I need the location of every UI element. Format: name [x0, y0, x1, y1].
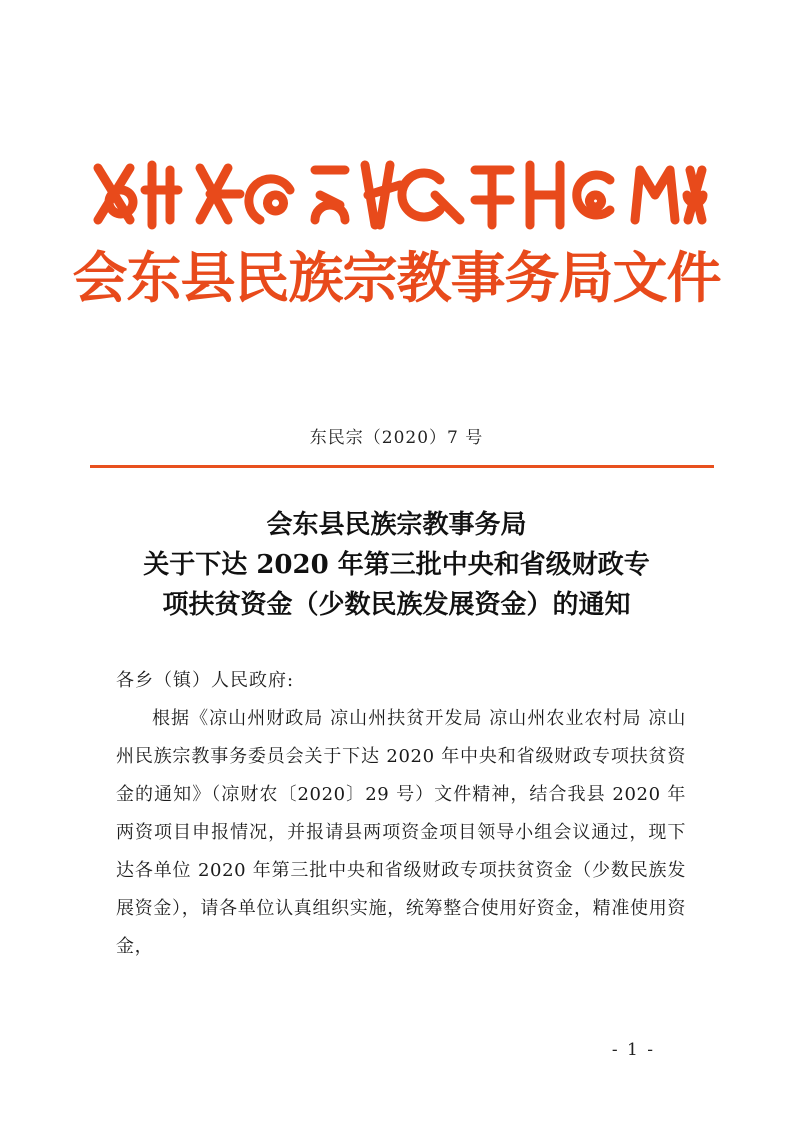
page-number: - 1 - [611, 1040, 655, 1060]
title-line-3: 项扶贫资金（少数民族发展资金）的通知 [162, 590, 631, 620]
body-paragraph: 根据《凉山州财政局 凉山州扶贫开发局 凉山州农业农村局 凉山州民族宗教事务委员会关于下达 2020 年中央和省级财政专项扶贫资金的通知》（凉财农〔2020〕29 号）文件精神，结合我县 2020 年两资项目申报情况，并报请县两项资金项目领导小组会议通过，现下达各单位 2020 年第三批中央和省级财政专项扶贫资金（少数民族发展资金），请各单位认真组织实施，统筹整合使用好资金，精准使用资金， [116, 708, 686, 957]
document-title [90, 505, 703, 625]
title-line-1: 会东县民族宗教事务局 [266, 510, 527, 540]
yi-script-heading [90, 150, 710, 240]
red-divider-line [90, 465, 714, 468]
document-body [116, 662, 686, 966]
document-number: 东民宗（2020）7 号 [309, 428, 484, 448]
issuing-authority-heading: 会东县民族宗教事务局文件 [72, 246, 721, 310]
title-line-2: 关于下达 2020 年第三批中央和省级财政专 [143, 550, 650, 580]
salutation: 各乡（镇）人民政府: [116, 670, 295, 691]
